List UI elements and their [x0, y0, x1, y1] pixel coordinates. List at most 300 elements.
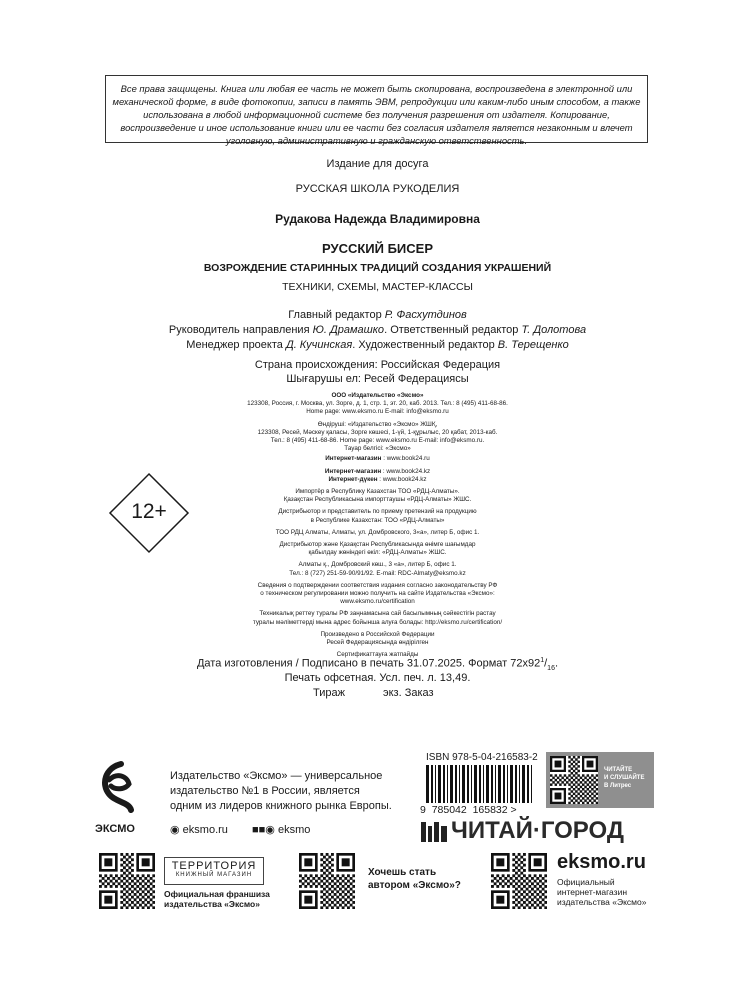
qr-finder [142, 858, 150, 866]
qr-module [589, 795, 591, 797]
qr-module [589, 799, 591, 801]
qr-module [528, 901, 531, 904]
barcode-bar [426, 765, 429, 803]
qr-module [326, 858, 329, 861]
qr-module [539, 880, 542, 883]
qr-module [544, 906, 547, 909]
series-name: РУССКАЯ ШКОЛА РУКОДЕЛИЯ [295, 183, 460, 195]
qr-module [328, 898, 331, 901]
qr-module [344, 882, 347, 885]
copyright-notice [105, 75, 648, 146]
qr-module [302, 877, 305, 880]
qr-module [142, 885, 145, 888]
qr-module [120, 874, 123, 877]
qr-module [334, 882, 337, 885]
qr-module [131, 869, 134, 872]
qr-module [318, 882, 321, 885]
qr-module [559, 783, 561, 785]
qr-module [582, 779, 584, 781]
qr-module [582, 774, 584, 776]
qr-module [582, 793, 584, 795]
qr-module [139, 898, 142, 901]
qr-module [512, 874, 515, 877]
qr-module [320, 858, 323, 861]
qr-module [128, 898, 131, 901]
qr-module [593, 799, 595, 801]
qr-module [323, 861, 326, 864]
qr-module [99, 880, 102, 883]
qr-module [128, 866, 131, 869]
qr-module [564, 774, 566, 776]
qr-module [342, 885, 345, 888]
qr-module [544, 901, 547, 904]
qr-module [568, 756, 570, 758]
qr-module [136, 874, 139, 877]
qr-module [512, 885, 515, 888]
qr-module [512, 880, 515, 883]
qr-module [342, 874, 345, 877]
qr-module [523, 853, 526, 856]
qr-module [526, 898, 529, 901]
qr-module [528, 906, 531, 909]
qr-module [531, 882, 534, 885]
qr-module [336, 874, 339, 877]
qr-module [491, 880, 494, 883]
qr-module [147, 874, 150, 877]
author-invite: Хочешь стать автором «Эксмо»? [368, 867, 461, 891]
qr-module [512, 896, 515, 899]
qr-module [328, 877, 331, 880]
qr-module [507, 885, 510, 888]
qr-module [302, 882, 305, 885]
litres-label: ЧИТАЙТЕ И СЛУШАЙТЕ В Литрес [604, 767, 645, 789]
qr-module [147, 890, 150, 893]
qr-module [347, 885, 350, 888]
qr-module [577, 783, 579, 785]
qr-module [326, 906, 329, 909]
book-subtitle: ВОЗРОЖДЕНИЕ СТАРИННЫХ ТРАДИЦИЙ СОЗДАНИЯ УКРАШЕНИЙ [203, 262, 552, 274]
qr-module [152, 901, 155, 904]
qr-module [344, 893, 347, 896]
eksmo-logo [95, 760, 145, 820]
qr-module [152, 906, 155, 909]
qr-module [139, 877, 142, 880]
qr-module [142, 880, 145, 883]
qr-module [126, 864, 129, 867]
barcode-bar [515, 765, 517, 803]
barcode-bar [510, 765, 513, 803]
qr-module [573, 802, 575, 804]
qr-module [577, 802, 579, 804]
qr-module [331, 853, 334, 856]
qr-module [310, 874, 313, 877]
qr-module [323, 898, 326, 901]
qr-module [596, 793, 598, 795]
barcode-bar [447, 765, 448, 803]
qr-module [147, 906, 150, 909]
qr-module [561, 781, 563, 783]
qr-module [328, 893, 331, 896]
qr-module [334, 893, 337, 896]
qr-module [110, 874, 113, 877]
qr-module [510, 877, 513, 880]
qr-module [123, 888, 126, 891]
qr-module [136, 896, 139, 899]
qr-module [496, 874, 499, 877]
qr-module [518, 874, 521, 877]
qr-module [334, 888, 337, 891]
qr-module [152, 890, 155, 893]
qr-module [123, 898, 126, 901]
qr-module [326, 874, 329, 877]
qr-module [571, 777, 573, 779]
barcode-bar [467, 765, 469, 803]
qr-module [352, 901, 355, 904]
barcode-bar [462, 765, 465, 803]
qr-module [120, 853, 123, 856]
qr-module [123, 872, 126, 875]
qr-module [577, 770, 579, 772]
qr-module [123, 866, 126, 869]
barcode-bar [531, 765, 532, 803]
qr-module [575, 799, 577, 801]
qr-module [566, 777, 568, 779]
qr-module [142, 874, 145, 877]
qr-module [589, 777, 591, 779]
qr-module [518, 864, 521, 867]
barcode-digits: 9 785042 165832 > [420, 804, 517, 816]
qr-module [544, 885, 547, 888]
qr-module [334, 904, 337, 907]
eksmo-shop-qr-code [491, 853, 547, 909]
qr-module [518, 896, 521, 899]
qr-module [326, 890, 329, 893]
qr-module [104, 880, 107, 883]
qr-module [131, 874, 134, 877]
barcode-bar [471, 765, 472, 803]
qr-module [573, 788, 575, 790]
qr-module [320, 901, 323, 904]
qr-module [136, 885, 139, 888]
qr-module [587, 802, 589, 804]
qr-module [520, 861, 523, 864]
qr-module [342, 901, 345, 904]
qr-module [139, 888, 142, 891]
qr-module [575, 767, 577, 769]
qr-module [589, 786, 591, 788]
qr-module [99, 874, 102, 877]
qr-module [320, 880, 323, 883]
qr-module [518, 906, 521, 909]
qr-module [307, 877, 310, 880]
qr-module [144, 888, 147, 891]
qr-module [152, 874, 155, 877]
qr-module [520, 877, 523, 880]
edition-type: Издание для досуга [326, 158, 429, 170]
qr-module [128, 904, 131, 907]
qr-module [312, 882, 315, 885]
barcode-bar [479, 765, 481, 803]
qr-module [347, 901, 350, 904]
qr-module [144, 877, 147, 880]
barcode-bar [431, 765, 433, 803]
qr-module [573, 793, 575, 795]
qr-module [534, 874, 537, 877]
qr-module [128, 893, 131, 896]
qr-module [536, 882, 539, 885]
qr-module [334, 877, 337, 880]
qr-module [536, 898, 539, 901]
qr-module [568, 761, 570, 763]
qr-module [512, 906, 515, 909]
qr-module [557, 781, 559, 783]
qr-module [326, 869, 329, 872]
qr-module [126, 896, 129, 899]
qr-module [528, 885, 531, 888]
qr-module [575, 795, 577, 797]
qr-module [342, 880, 345, 883]
qr-module [323, 856, 326, 859]
qr-module [536, 904, 539, 907]
qr-module [550, 779, 552, 781]
qr-module [118, 877, 121, 880]
qr-module [352, 896, 355, 899]
qr-module [142, 896, 145, 899]
qr-module [544, 880, 547, 883]
qr-module [328, 888, 331, 891]
qr-module [136, 880, 139, 883]
barcode-bar [435, 765, 436, 803]
barcode-bar [495, 765, 496, 803]
qr-module [350, 904, 353, 907]
barcode-bar [491, 765, 493, 803]
qr-module [115, 885, 118, 888]
qr-module [568, 788, 570, 790]
qr-module [534, 896, 537, 899]
qr-module [336, 890, 339, 893]
eksmo-logo-icon [95, 760, 145, 818]
qr-module [342, 890, 345, 893]
qr-module [339, 888, 342, 891]
qr-module [582, 783, 584, 785]
qr-module [587, 788, 589, 790]
print-run-label: Тираж [313, 687, 345, 699]
qr-module [566, 781, 568, 783]
qr-module [307, 882, 310, 885]
qr-module [555, 774, 557, 776]
qr-module [502, 880, 505, 883]
qr-finder [304, 858, 312, 866]
qr-module [120, 880, 123, 883]
qr-module [523, 906, 526, 909]
qr-module [520, 888, 523, 891]
qr-module [320, 885, 323, 888]
qr-module [584, 795, 586, 797]
eksmo-description: Издательство «Эксмо» — универсальное издательство №1 в России, является одним из лидеров книжного рынка Европы. [170, 770, 392, 812]
credit-manager: Менеджер проекта Д. Кучинская. Художественный редактор В. Терещенко [186, 339, 569, 351]
qr-module [299, 880, 302, 883]
qr-module [304, 885, 307, 888]
qr-module [320, 896, 323, 899]
qr-module [320, 853, 323, 856]
qr-module [580, 790, 582, 792]
qr-module [99, 885, 102, 888]
qr-module [593, 786, 595, 788]
qr-module [571, 795, 573, 797]
qr-module [323, 882, 326, 885]
qr-module [134, 904, 137, 907]
qr-module [126, 880, 129, 883]
qr-module [120, 869, 123, 872]
qr-module [577, 774, 579, 776]
qr-module [504, 882, 507, 885]
qr-module [584, 799, 586, 801]
territory-caption: Официальная франшиза издательства «Эксмо» [164, 889, 270, 909]
qr-finder [342, 858, 350, 866]
qr-module [573, 761, 575, 763]
qr-module [112, 882, 115, 885]
qr-module [126, 906, 129, 909]
qr-module [580, 781, 582, 783]
qr-module [564, 779, 566, 781]
barcode-bar [527, 765, 529, 803]
qr-module [577, 797, 579, 799]
qr-module [150, 888, 153, 891]
qr-module [526, 893, 529, 896]
qr-module [536, 888, 539, 891]
qr-module [326, 853, 329, 856]
qr-module [326, 880, 329, 883]
qr-module [591, 802, 593, 804]
qr-module [120, 896, 123, 899]
credit-direction: Руководитель направления Ю. Драмашко. Ответственный редактор Т. Долотова [168, 324, 587, 336]
qr-module [531, 877, 534, 880]
qr-module [110, 880, 113, 883]
qr-module [591, 788, 593, 790]
qr-module [134, 898, 137, 901]
qr-module [126, 869, 129, 872]
chitai-gorod-text: ЧИТАЙ·ГОРОД [451, 817, 624, 844]
qr-module [328, 866, 331, 869]
book-subtitle-2: ТЕХНИКИ, СХЕМЫ, МАСТЕР-КЛАССЫ [282, 281, 473, 293]
qr-module [331, 869, 334, 872]
qr-module [299, 874, 302, 877]
qr-module [504, 877, 507, 880]
qr-module [534, 901, 537, 904]
qr-module [577, 793, 579, 795]
qr-module [568, 793, 570, 795]
qr-module [104, 885, 107, 888]
eksmo-social-link[interactable]: ■■◉ eksmo [252, 824, 311, 836]
qr-module [118, 882, 121, 885]
qr-module [328, 882, 331, 885]
qr-module [580, 799, 582, 801]
qr-module [542, 898, 545, 901]
qr-module [573, 774, 575, 776]
qr-module [539, 901, 542, 904]
qr-module [539, 874, 542, 877]
qr-module [591, 793, 593, 795]
qr-module [131, 901, 134, 904]
qr-module [123, 861, 126, 864]
qr-module [580, 777, 582, 779]
qr-module [589, 781, 591, 783]
qr-module [507, 880, 510, 883]
qr-module [323, 866, 326, 869]
qr-module [128, 877, 131, 880]
qr-module [328, 861, 331, 864]
qr-finder [496, 896, 504, 904]
qr-module [568, 783, 570, 785]
qr-module [144, 882, 147, 885]
qr-module [520, 856, 523, 859]
qr-module [352, 890, 355, 893]
qr-module [544, 896, 547, 899]
qr-module [147, 885, 150, 888]
qr-module [577, 756, 579, 758]
qr-module [518, 853, 521, 856]
qr-module [550, 774, 552, 776]
qr-module [568, 765, 570, 767]
qr-module [120, 885, 123, 888]
territory-qr-code [99, 853, 155, 909]
qr-module [331, 880, 334, 883]
qr-module [144, 893, 147, 896]
qr-module [347, 890, 350, 893]
eksmo-site-link[interactable]: ◉ eksmo.ru [170, 824, 228, 836]
origin-kz: Шығарушы ел: Ресей Федерациясы [286, 373, 469, 385]
qr-module [326, 896, 329, 899]
qr-module [347, 874, 350, 877]
qr-module [531, 893, 534, 896]
qr-module [584, 777, 586, 779]
qr-module [523, 890, 526, 893]
print-order-label: экз. Заказ [383, 687, 434, 699]
qr-module [326, 901, 329, 904]
qr-module [147, 880, 150, 883]
author-name: Рудакова Надежда Владимировна [275, 212, 480, 226]
qr-module [587, 793, 589, 795]
qr-module [128, 872, 131, 875]
credit-chief-editor: Главный редактор Р. Фасхутдинов [288, 309, 467, 321]
qr-finder [555, 761, 562, 768]
barcode-bar [443, 765, 445, 803]
barcode-bar [459, 765, 460, 803]
qr-module [575, 777, 577, 779]
qr-module [502, 885, 505, 888]
qr-module [582, 788, 584, 790]
qr-module [591, 783, 593, 785]
qr-module [126, 901, 129, 904]
age-rating-badge [108, 472, 190, 554]
qr-module [120, 906, 123, 909]
qr-module [591, 779, 593, 781]
qr-module [515, 904, 518, 907]
qr-module [587, 797, 589, 799]
qr-module [344, 877, 347, 880]
qr-module [544, 890, 547, 893]
qr-module [575, 772, 577, 774]
qr-module [528, 874, 531, 877]
qr-module [150, 904, 153, 907]
qr-module [571, 786, 573, 788]
qr-module [112, 877, 115, 880]
litres-banner[interactable] [546, 752, 654, 808]
barcode-bar [450, 765, 453, 803]
qr-module [120, 858, 123, 861]
qr-module [550, 783, 552, 785]
qr-module [326, 885, 329, 888]
